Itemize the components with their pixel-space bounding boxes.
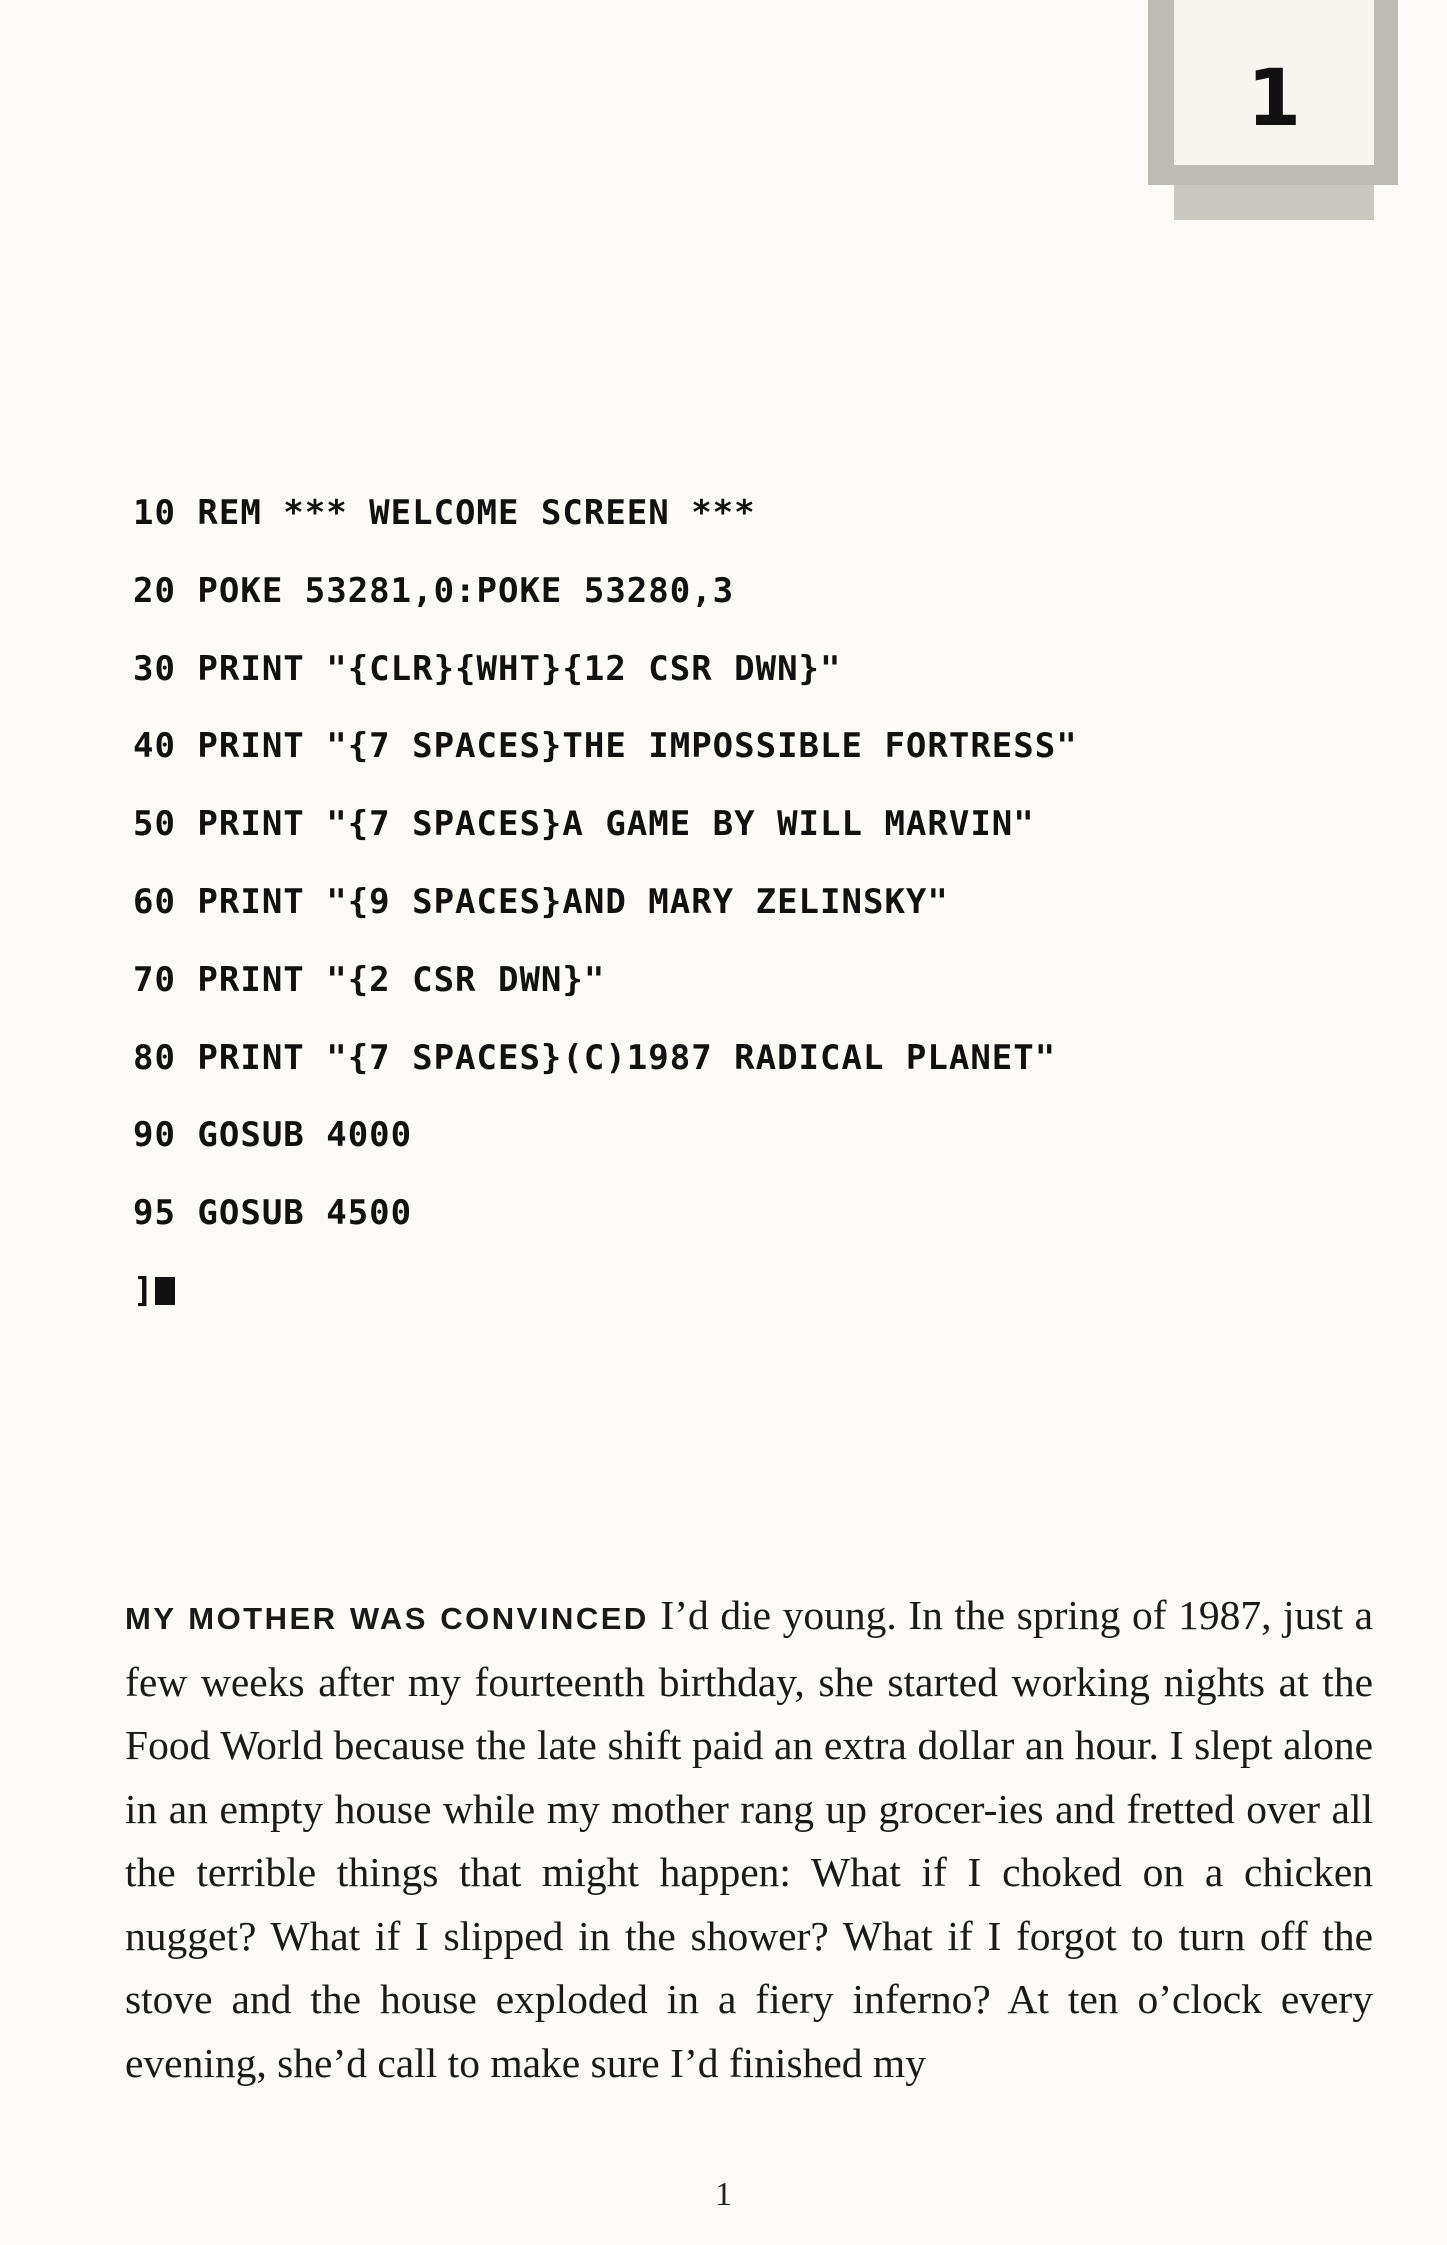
code-line: 10 REM *** WELCOME SCREEN ***	[133, 493, 756, 533]
prompt-symbol: ]	[133, 1270, 154, 1311]
code-line: 50 PRINT "{7 SPACES}A GAME BY WILL MARVIN"	[133, 804, 1035, 845]
chapter-tab-shadow	[1174, 185, 1374, 220]
code-line: 60 PRINT "{9 SPACES}AND MARY ZELINSKY"	[133, 881, 949, 922]
code-line: 30 PRINT "{CLR}{WHT}{12 CSR DWN}"	[133, 648, 842, 689]
chapter-tab	[1148, 0, 1398, 220]
chapter-number: 1	[1246, 54, 1302, 144]
cursor-block-icon	[155, 1277, 175, 1305]
code-line: 90 GOSUB 4000	[133, 1115, 413, 1156]
basic-code-listing	[133, 475, 1283, 1331]
code-line: 70 PRINT "{2 CSR DWN}"	[133, 959, 606, 1000]
paragraph-text: I’d die young. In the spring of 1987, just a few weeks after my fourteenth birthday, she started working nights at the Food World because the late shift paid an extra dollar an hour. I slept alone in an empty house while my mother rang up grocer-ies and fretted over all the terrible things that might happen: What if I choked on a chicken nugget? What if I slipped in the shower? What if I forgot to turn off the stove and the house exploded in a fiery inferno? At ten o’clock every evening, she’d call to make sure I’d finished my	[125, 1592, 1373, 2086]
code-line: 40 PRINT "{7 SPACES}THE IMPOSSIBLE FORTRESS"	[133, 726, 1078, 767]
code-line: 95 GOSUB 4500	[133, 1193, 413, 1234]
page-number: 1	[715, 2176, 732, 2213]
code-line: 80 PRINT "{7 SPACES}(C)1987 RADICAL PLANET"	[133, 1037, 1057, 1078]
code-line: 20 POKE 53281,0:POKE 53280,3	[133, 570, 735, 611]
basic-prompt	[133, 1253, 1283, 1331]
paragraph-lead-in: MY MOTHER WAS CONVINCED	[125, 1601, 649, 1636]
chapter-body-paragraph	[125, 1584, 1373, 2095]
